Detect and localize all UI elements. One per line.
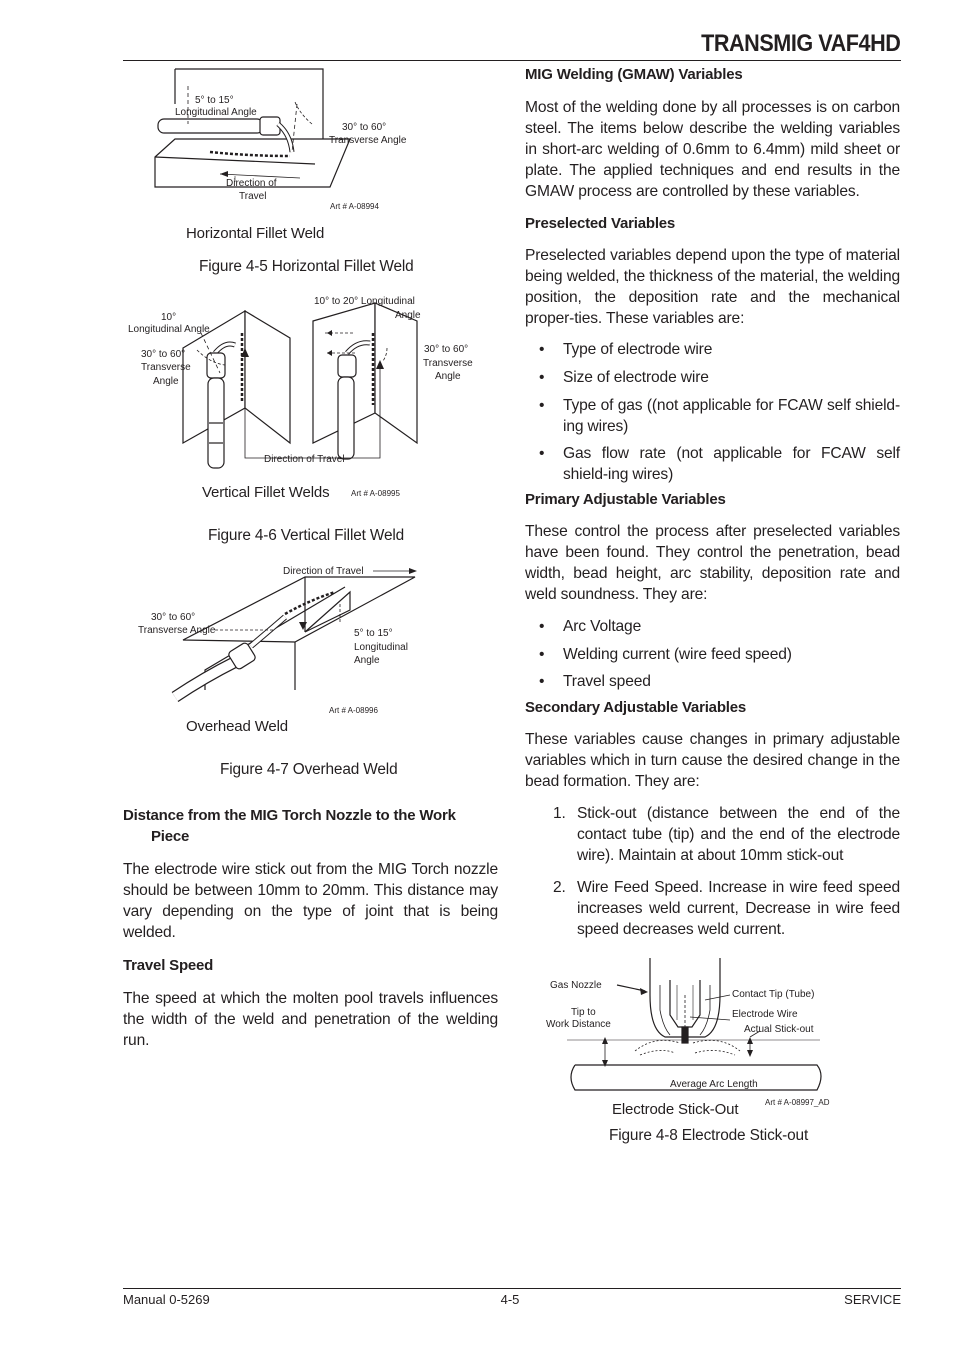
label-average-arc-length: Average Arc Length <box>670 1079 758 1090</box>
art-number: Art # A-08996 <box>329 706 378 715</box>
heading-preselected-variables: Preselected Variables <box>525 215 676 232</box>
art-number: Art # A-08994 <box>330 202 379 211</box>
paragraph-travel-speed: The speed at which the molten pool travels influences the width of the weld and penetration of the welding run. <box>123 990 498 1049</box>
label-electrode-wire: Electrode Wire <box>732 1009 798 1020</box>
electrode-stick-out-illustration <box>545 955 840 1115</box>
footer-manual-number: Manual 0-5269 <box>123 1292 210 1307</box>
left-column-text <box>123 805 498 1051</box>
label-contact-tip: Contact Tip (Tube) <box>732 989 815 1000</box>
list-item: • Type of electrode wire <box>525 339 900 360</box>
list-item: • Size of electrode wire <box>525 367 900 388</box>
list-item <box>525 877 900 940</box>
list-number: 1. <box>553 805 566 822</box>
heading-primary-adjustable-variables: Primary Adjustable Variables <box>525 491 726 508</box>
figure-caption-4-7: Figure 4-7 Overhead Weld <box>220 761 398 778</box>
heading-mig-welding-variables: MIG Welding (GMAW) Variables <box>525 66 743 83</box>
label-longitudinal-angle-left: Longitudinal Angle <box>128 324 210 335</box>
label-transverse-range-right: 30° to 60° <box>424 344 469 355</box>
label-direction-of-travel: Direction of Travel <box>283 566 364 577</box>
label-transverse-range: 30° to 60° <box>151 612 196 623</box>
paragraph-primary: These control the process after preselected variables have been found. They control the penetration, bead width, bead height, arc stability, deposition rate and weld soundness. They are: <box>525 523 900 603</box>
figure-horizontal-fillet-weld <box>150 64 420 214</box>
heading-travel-speed: Travel Speed <box>123 957 214 974</box>
list-item: • Welding current (wire feed speed) <box>525 644 900 665</box>
list-item: • Travel speed <box>525 671 900 692</box>
heading-secondary-adjustable-variables: Secondary Adjustable Variables <box>525 699 747 716</box>
paragraph-mig-welding: Most of the welding done by all processes is on carbon steel. The items below describe the welding variables in short-arc welding of 0.6mm to 6.4mm) mild sheet or plate. The applied techniques and end results in the GMAW process are controlled by these variables. <box>525 99 900 200</box>
list-preselected-variables <box>525 339 900 485</box>
label-angle-right-top: Angle <box>395 310 421 321</box>
label-longitudinal-angle-range: 5° to 15° <box>195 95 234 106</box>
right-column-text <box>525 64 900 940</box>
figure-caption-4-8: Figure 4-8 Electrode Stick-out <box>609 1127 809 1144</box>
label-longitudinal-range-right: 10° to 20° Longitudinal <box>314 296 415 307</box>
label-transverse-range-left: 30° to 60° <box>141 349 186 360</box>
label-transverse-left: Transverse <box>141 362 191 373</box>
list-number: 2. <box>553 879 566 896</box>
footer-section: SERVICE <box>844 1292 901 1307</box>
list-primary-variables <box>525 616 900 692</box>
heading-distance-nozzle-to-work <box>123 805 498 847</box>
list-secondary-variables <box>525 803 900 940</box>
art-number: Art # A-08995 <box>351 489 400 498</box>
heading-line-1: Distance from the MIG Torch Nozzle to the Work <box>123 807 456 824</box>
label-direction-of: Direction of <box>226 178 277 189</box>
label-gas-nozzle: Gas Nozzle <box>550 980 602 991</box>
header-divider <box>123 60 901 61</box>
heading-line-2: Piece <box>151 828 190 845</box>
figure-subtitle-overhead-weld: Overhead Weld <box>186 718 288 735</box>
label-longitudinal-range: 5° to 15° <box>354 628 393 639</box>
figure-caption-4-6: Figure 4-6 Vertical Fillet Weld <box>208 527 405 544</box>
label-transverse-angle-range: 30° to 60° <box>342 122 387 133</box>
figure-subtitle-vertical-fillet-welds: Vertical Fillet Welds <box>202 484 330 501</box>
label-longitudinal-angle: Longitudinal Angle <box>175 107 257 118</box>
figure-electrode-stick-out <box>545 955 840 1115</box>
paragraph-secondary: These variables cause changes in primary adjustable variables which in turn cause the desired change in the bead formation. They are: <box>525 731 900 790</box>
label-transverse-right: Transverse <box>423 358 473 369</box>
label-angle-left: Angle <box>153 376 179 387</box>
label-10-degree: 10° <box>161 312 177 323</box>
figure-caption-4-5: Figure 4-5 Horizontal Fillet Weld <box>199 258 414 275</box>
figure-overhead-weld <box>135 562 425 722</box>
document-brand-title: TRANSMIG VAF4HD <box>700 30 900 57</box>
list-item: • Gas flow rate (not applicable for FCAW self shield-ing wires) <box>525 443 900 485</box>
label-travel: Travel <box>239 191 267 202</box>
label-longitudinal: Longitudinal <box>354 642 408 653</box>
label-angle: Angle <box>354 655 380 666</box>
footer-page-number: 4-5 <box>500 1292 520 1307</box>
figure-subtitle-horizontal-fillet-weld: Horizontal Fillet Weld <box>186 225 325 242</box>
label-transverse-angle: Transverse Angle <box>138 625 216 636</box>
label-direction-of-travel: Direction of Travel <box>264 454 345 465</box>
label-transverse-angle: Transverse Angle <box>329 135 407 146</box>
label-tip-to: Tip to <box>571 1007 596 1018</box>
list-item-text: Wire Feed Speed. Increase in wire feed speed increases weld current, Decrease in wire feed speed decreases weld current. <box>577 879 900 938</box>
figure-subtitle-electrode-stick-out: Electrode Stick-Out <box>612 1101 739 1118</box>
footer-divider <box>123 1288 901 1289</box>
list-item: • Arc Voltage <box>525 616 900 637</box>
list-item <box>525 803 900 866</box>
paragraph-preselected: Preselected variables depend upon the type of material being welded, the thickness of the material, the welding position, the deposition rate and the mechanical proper-ties. These variables are: <box>525 247 900 327</box>
list-item: • Type of gas ((not applicable for FCAW self shield-ing wires) <box>525 395 900 437</box>
overhead-weld-illustration <box>135 562 425 722</box>
list-item-text: Stick-out (distance between the end of the contact tube (tip) and the end of the electrode wire). Maintain at about 10mm stick-out <box>577 805 900 864</box>
label-work-distance: Work Distance <box>546 1019 611 1030</box>
label-actual-stick-out: Actual Stick-out <box>744 1024 814 1035</box>
art-number: Art # A-08997_AD <box>765 1098 830 1107</box>
label-angle-right: Angle <box>435 371 461 382</box>
horizontal-fillet-weld-illustration <box>150 64 420 214</box>
paragraph-distance: The electrode wire stick out from the MIG Torch nozzle should be between 10mm to 20mm. This distance may vary depending on the type of joint that is being welded. <box>123 861 498 941</box>
